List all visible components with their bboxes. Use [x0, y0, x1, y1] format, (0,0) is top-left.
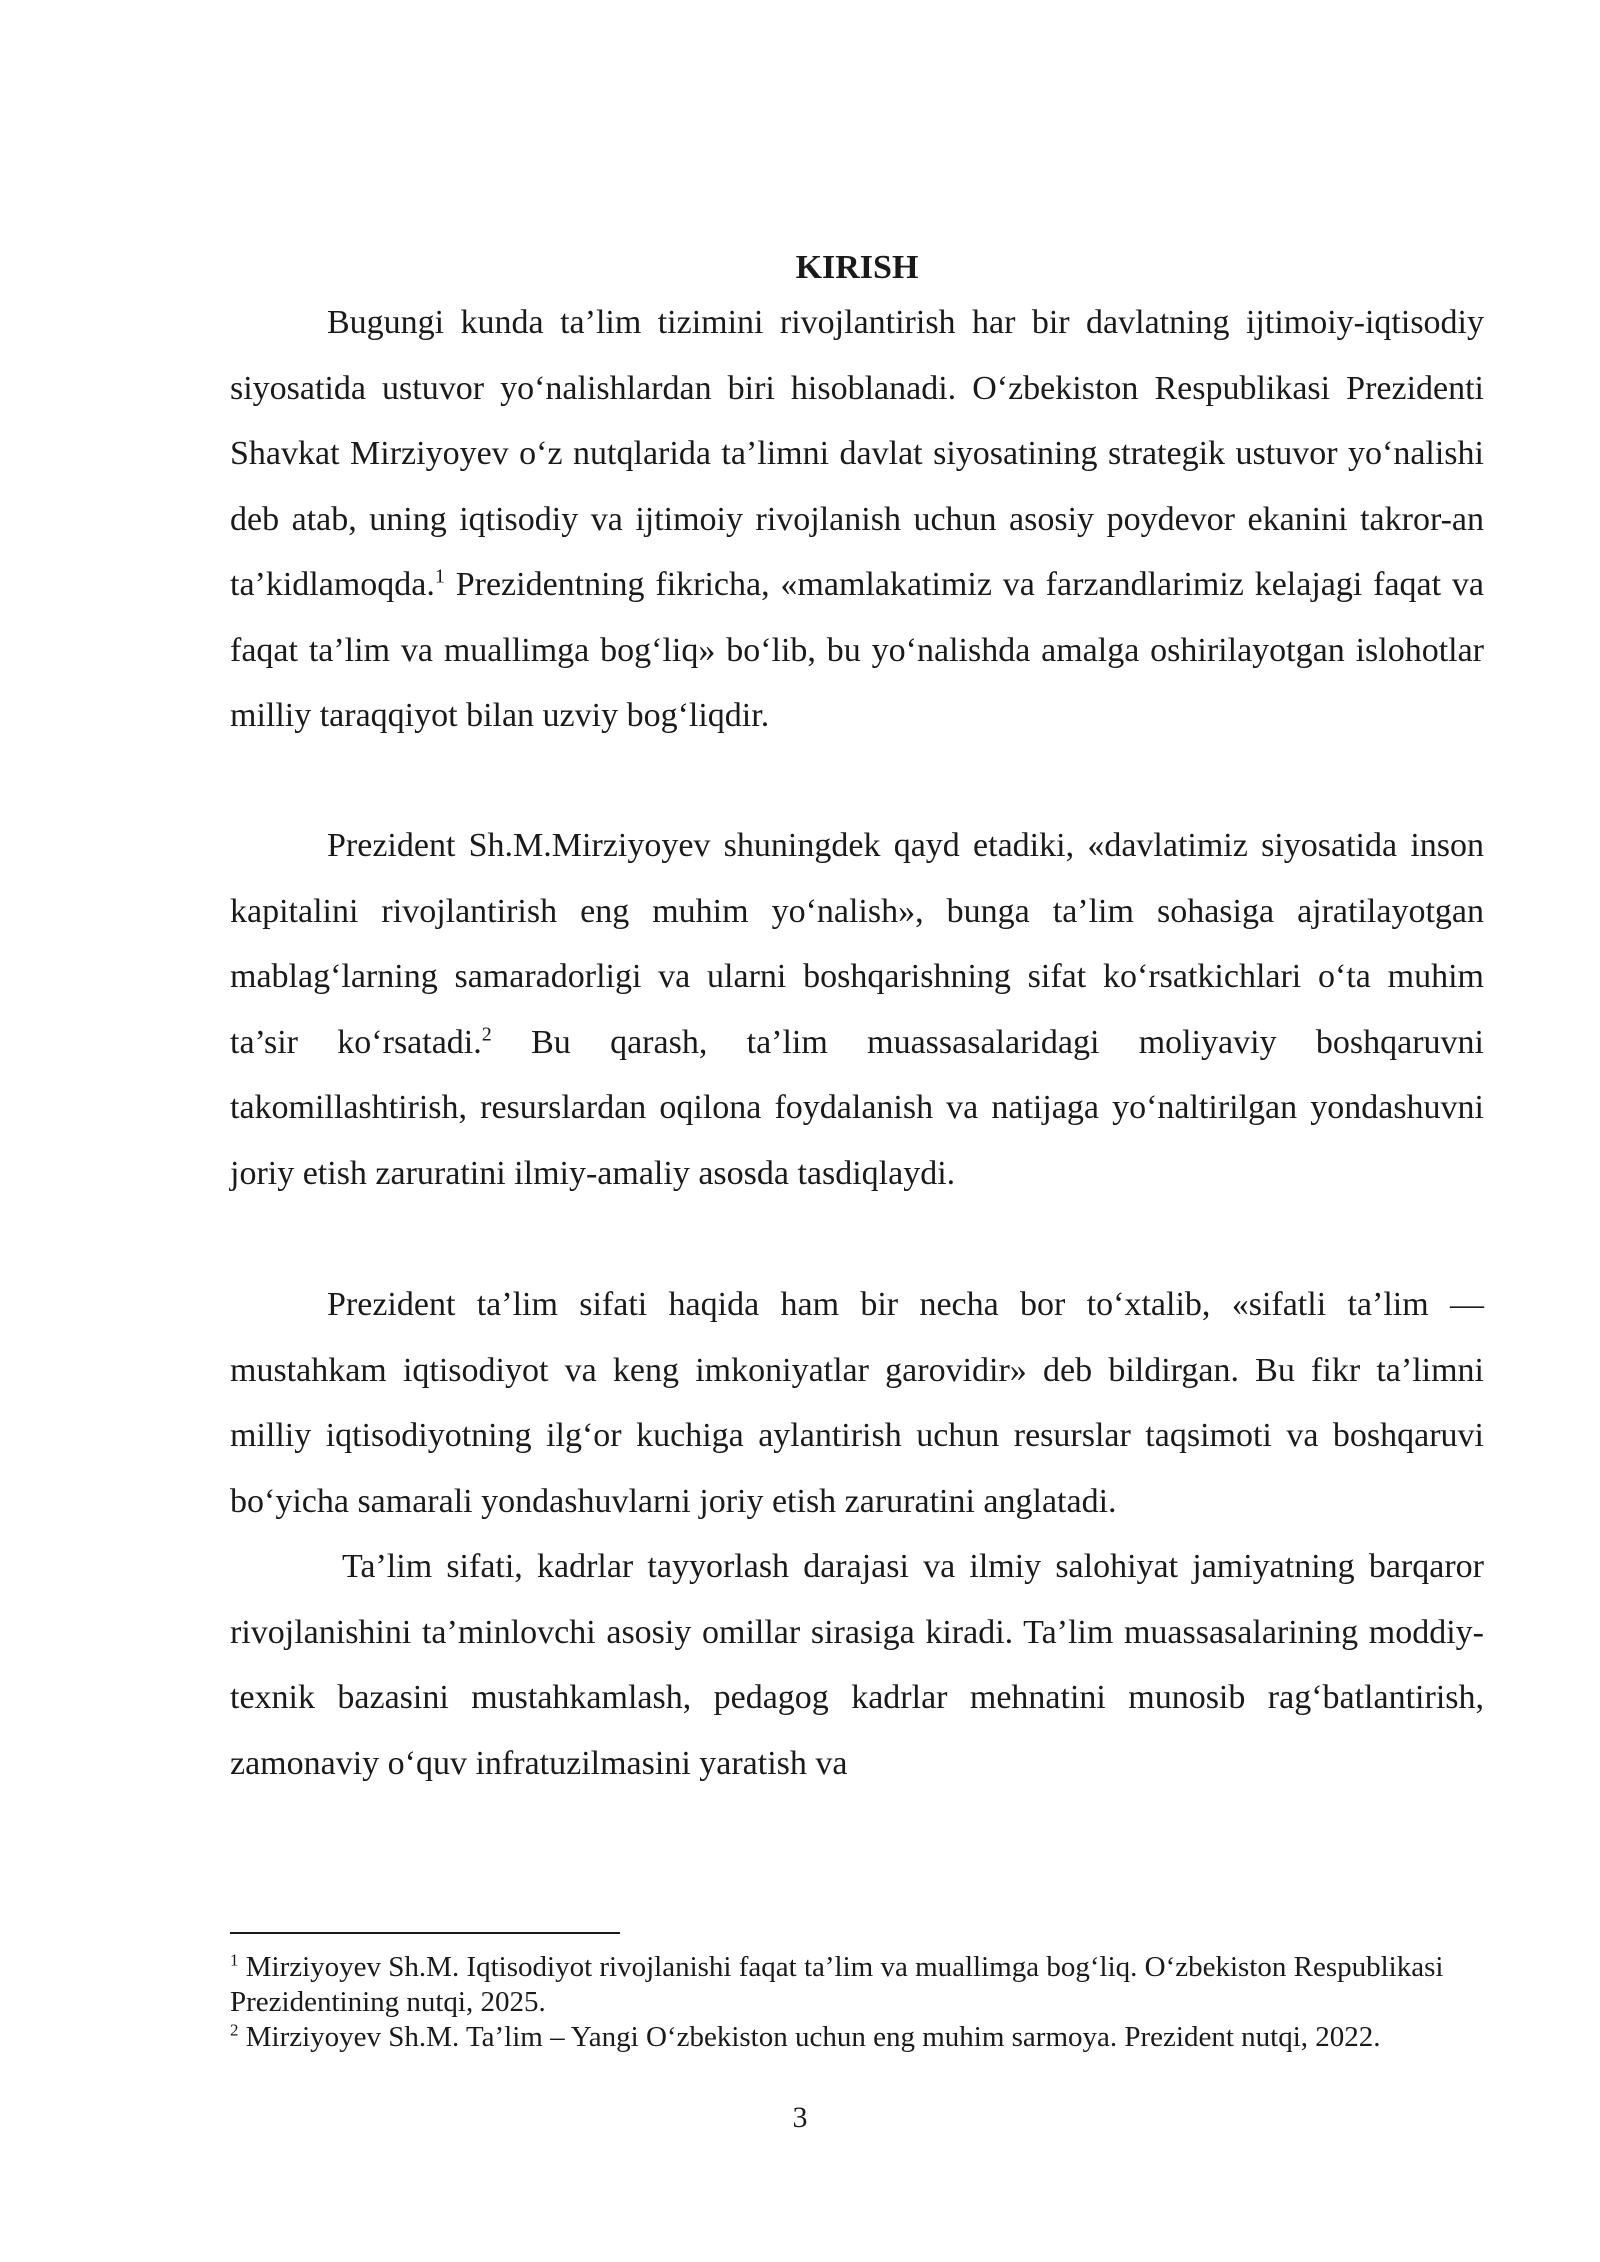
paragraph-text: Bu qarash, ta’lim muassasalaridagi moliyaviy boshqaruvni takomillashtirish, resurslardan oqilona foydalanish va natijaga yo‘naltirilgan yondashuvni joriy etish zaruratini ilmiy-amaliy asosda tasdiqlaydi. — [230, 1023, 1485, 1192]
footnote-number: 1 — [230, 1950, 239, 1970]
paragraph-text: Prezidentning fikricha, «mamlakatimiz va farzandlarimiz kelajagi faqat va faqat ta’lim va muallimga bog‘liq» bo‘lib, bu yo‘nalishda amalga oshirilayotgan islohotlar milliy taraqqiyot bilan uzviy bog‘liqdir. — [230, 566, 1484, 734]
body-paragraph-2 — [230, 813, 1484, 1206]
footnote-ref-1[interactable]: 1 — [434, 565, 445, 588]
footnote-text: Mirziyoyev Sh.M. Iqtisodiyot rivojlanishi faqat ta’lim va muallimga bog‘liq. O‘zbekiston Respublikasi Prezidentining nutqi, 2025. — [230, 1951, 1444, 2018]
footnotes — [230, 1950, 1484, 2055]
paragraph-text: Prezident Sh.M.Mirziyoyev shuningdek qayd etadiki, «davlatimiz siyosatida inson kapitalini rivojlantirish eng muhim yo‘nalish», bunga ta’lim sohasiga ajratilayotgan mablag‘larning samaradorligi va ularni boshqarishning sifat ko‘rsatkichlari o‘ta muhim ta’sir ko‘rsatadi. — [230, 827, 1484, 1061]
footnote-separator — [230, 1932, 620, 1934]
paragraph-text: Prezident ta’lim sifati haqida ham bir necha bor to‘xtalib, «sifatli ta’lim — mustahkam iqtisodiyot va keng imkoniyatlar garovidir» deb bildirgan. Bu fikr ta’limni milliy iqtisodiyotning ilg‘or kuchiga aylantirish uchun resurslar taqsimoti va boshqaruvi bo‘yicha samarali yondashuvlarni joriy etish zaruratini anglatadi. — [230, 1286, 1484, 1520]
footnote-text: Mirziyoyev Sh.M. Ta’lim – Yangi O‘zbekiston uchun eng muhim sarmoya. Prezident nutqi, 2022. — [238, 2021, 1381, 2053]
footnote-ref-2[interactable]: 2 — [481, 1023, 492, 1046]
footnote-1 — [230, 1950, 1484, 2020]
body-paragraph-4 — [230, 1534, 1484, 1796]
section-heading: KIRISH — [795, 249, 919, 286]
paragraph-text: Bugungi kunda ta’lim tizimini rivojlantirish har bir davlatning ijtimoiy-iqtisodiy siyosatida ustuvor yo‘nalishlardan biri hisoblanadi. O‘zbekiston Respublikasi Prezidenti Shavkat Mirziyoyev o‘z nutqlarida ta’limni davlat siyosatining strategik ustuvor yo‘nalishi deb atab, uning iqtisodiy va ijtimoiy rivojlanish uchun asosiy poydevor ekanini takror-an ta’kidlamoqda. — [230, 304, 1484, 603]
footnote-2 — [230, 2020, 1484, 2055]
page-number: 3 — [792, 2101, 808, 2134]
body-paragraph-1 — [230, 290, 1484, 749]
paragraph-text: Ta’lim sifati, kadrlar tayyorlash darajasi va ilmiy salohiyat jamiyatning barqaror rivojlanishini ta’minlovchi asosiy omillar sirasiga kiradi. Ta’lim muassasalarining moddiy-texnik bazasini mustahkamlash, pedagog kadrlar mehnatini munosib rag‘batlantirish, zamonaviy o‘quv infratuzilmasini yaratish va — [230, 1548, 1484, 1782]
body-paragraph-3 — [230, 1272, 1484, 1534]
footnote-number: 2 — [230, 2020, 239, 2040]
